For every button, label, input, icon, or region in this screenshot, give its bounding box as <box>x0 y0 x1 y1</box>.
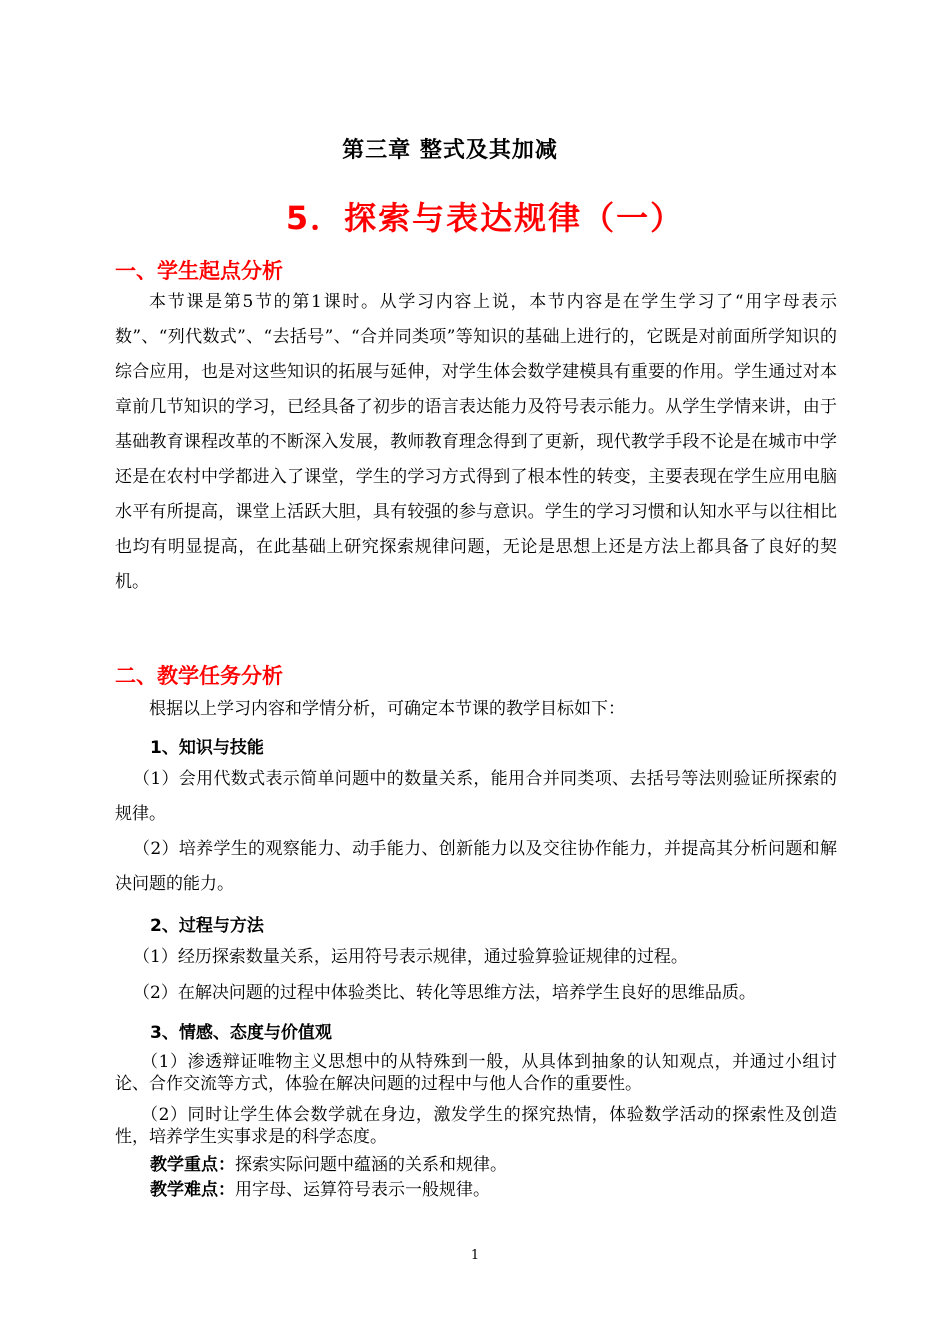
lesson-title: 5．探索与表达规律（一） <box>285 199 685 237</box>
goal-process-item-1: （1）经历探索数量关系，运用符号表示规律，通过验算验证规律的过程。 <box>133 947 688 967</box>
section-heading-student-analysis: 一、学生起点分析 <box>115 259 283 283</box>
section-heading-task-analysis: 二、教学任务分析 <box>115 664 283 688</box>
page-number: 1 <box>470 1248 480 1263</box>
student-analysis-paragraph: 本节课是第5节的第1课时。从学习内容上说，本节内容是在学生学习了“用字母表示数”、“列代数式”、“去括号”、“合并同类项”等知识的基础上进行的，它既是对前面所学知识的综合应用，也是对这些知识的拓展与延伸，对学生体会数学建模具有重要的作用。学生通过对本章前几节知识的学习，已经具备了初步的语言表达能力及符号表示能力。从学生学情来讲，由于基础教育课程改革的不断深入发展，教师教育理念得到了更新，现代教学手段不论是在城市中学还是在农村中学都进入了课堂，学生的学习方式得到了根本性的转变，主要表现在学生应用电脑水平有所提高，课堂上活跃大胆，具有较强的参与意识。学生的学习习惯和认知水平与以往相比也均有明显提高，在此基础上研究探索规律问题，无论是思想上还是方法上都具备了良好的契机。 <box>115 292 837 592</box>
teaching-difficult-point <box>150 1178 490 1202</box>
goal-knowledge-heading: 1、知识与技能 <box>150 738 264 758</box>
goal-attitude-heading: 3、情感、态度与价值观 <box>150 1023 332 1043</box>
goal-knowledge-item-2: （2）培养学生的观察能力、动手能力、创新能力以及交往协作能力，并提高其分析问题和解决问题的能力。 <box>115 839 837 894</box>
goal-process-item-2: （2）在解决问题的过程中体验类比、转化等思维方法，培养学生良好的思维品质。 <box>133 983 756 1003</box>
teaching-key-point <box>150 1153 507 1177</box>
teaching-key-point-text: 探索实际问题中蕴涵的关系和规律。 <box>235 1155 507 1175</box>
goal-attitude-item-1: （1）渗透辩证唯物主义思想中的从特殊到一般，从具体到抽象的认知观点，并通过小组讨论、合作交流等方式，体验在解决问题的过程中与他人合作的重要性。 <box>115 1052 837 1094</box>
teaching-key-point-label: 教学重点： <box>150 1155 235 1175</box>
chapter-title: 第三章 整式及其加减 <box>342 138 558 163</box>
task-analysis-intro: 根据以上学习内容和学情分析，可确定本节课的教学目标如下： <box>149 699 625 719</box>
goal-attitude-item-2: （2）同时让学生体会数学就在身边，激发学生的探究热情，体验数学活动的探索性及创造性，培养学生实事求是的科学态度。 <box>115 1105 837 1147</box>
teaching-difficult-point-label: 教学难点： <box>150 1180 235 1200</box>
goal-process-heading: 2、过程与方法 <box>150 916 264 936</box>
teaching-difficult-point-text: 用字母、运算符号表示一般规律。 <box>235 1180 490 1200</box>
goal-knowledge-item-1: （1）会用代数式表示简单问题中的数量关系，能用合并同类项、去括号等法则验证所探索的规律。 <box>115 769 837 824</box>
